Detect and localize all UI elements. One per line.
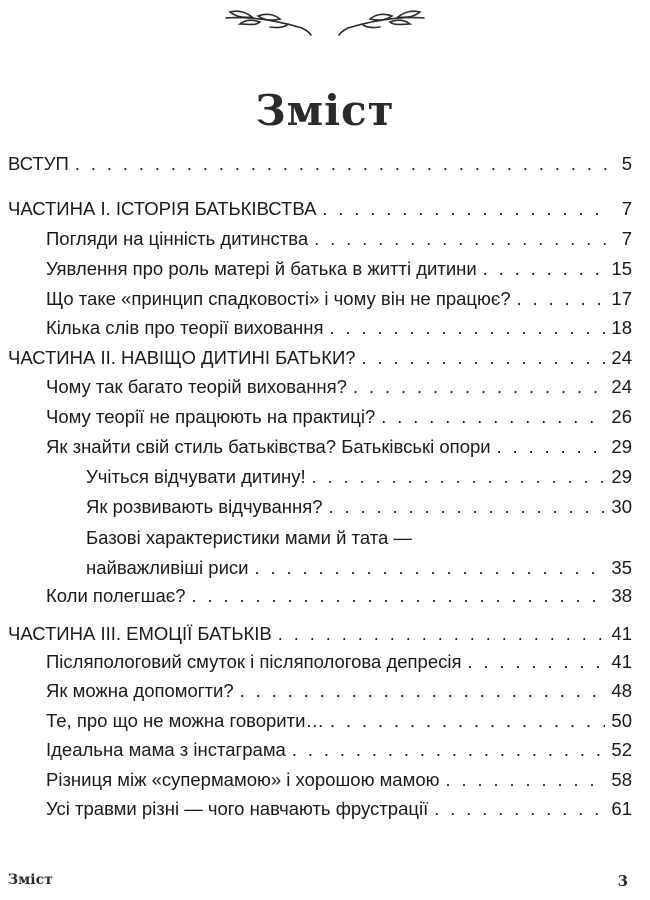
toc-entry-label: Те, про що не можна говорити… (46, 710, 324, 731)
dot-leader (497, 435, 606, 459)
toc-entry[interactable] (46, 375, 632, 399)
dot-leader (517, 287, 606, 311)
toc-entry-page: 30 (611, 496, 632, 517)
toc-entry-label: Учіться відчувати дитину! (86, 466, 306, 487)
toc-entry[interactable] (46, 738, 632, 762)
toc-entry[interactable] (46, 287, 632, 311)
toc-entry-label: Що таке «принцип спадковості» і чому він не працює? (46, 288, 511, 309)
toc-entry[interactable] (46, 257, 632, 281)
toc-entry-label: Погляди на цінність дитинства (46, 228, 309, 249)
toc-entry-page: 18 (611, 317, 632, 338)
toc-entry[interactable] (46, 797, 632, 821)
dot-leader (362, 346, 606, 370)
dot-leader (312, 465, 606, 489)
toc-entry-label: Чому так багато теорій виховання? (46, 376, 347, 397)
toc-entry-label: Усі травми різні — чого навчають фрустрації (46, 798, 429, 819)
toc-entry[interactable] (46, 584, 632, 608)
dot-leader (75, 152, 608, 176)
toc-entry-label: Ідеальна мама з інстаграма (46, 739, 286, 760)
toc-entry[interactable] (46, 405, 632, 429)
toc-entry-label: Базові характеристики мами й тата — (86, 527, 412, 548)
dot-leader (330, 709, 605, 733)
toc-entry-page: 29 (611, 466, 632, 487)
toc-entry-page: 24 (611, 347, 632, 368)
page-number: 3 (617, 872, 628, 890)
toc-entry[interactable] (46, 227, 632, 251)
dot-leader (322, 197, 608, 221)
toc-entry-page: 38 (611, 585, 632, 606)
toc-entry-page: 26 (611, 406, 632, 427)
toc-entry[interactable] (8, 197, 632, 221)
toc-entry-label: Як розвивають відчування? (86, 496, 323, 517)
dot-leader (445, 768, 605, 792)
toc-entry-page: 48 (611, 680, 632, 701)
running-footer-section: Зміст (8, 872, 53, 888)
toc-entry-page: 52 (611, 739, 632, 760)
dot-leader (483, 257, 606, 281)
toc-entry-page: 29 (611, 436, 632, 457)
toc-entry-label: Кілька слів про теорії виховання (46, 317, 324, 338)
toc-entry[interactable] (46, 316, 632, 340)
toc-entry[interactable] (8, 622, 632, 646)
toc-entry-label: ЧАСТИНА ІІ. НАВІЩО ДИТИНІ БАТЬКИ? (8, 347, 356, 368)
toc-entry-page: 5 (621, 153, 632, 174)
leaf-branch-ornament-icon (0, 0, 650, 60)
toc-entry[interactable] (46, 709, 632, 733)
toc-entry-label: Як знайти свій стиль батьківства? Батьківські опори (46, 436, 491, 457)
dot-leader (353, 375, 605, 399)
page-title: Зміст (255, 86, 395, 135)
dot-leader (381, 405, 605, 429)
dot-leader (278, 622, 606, 646)
toc-entry[interactable] (8, 346, 632, 370)
toc-entry-page: 58 (611, 769, 632, 790)
dot-leader (434, 797, 605, 821)
toc-entry-page: 17 (611, 288, 632, 309)
toc-entry[interactable] (46, 768, 632, 792)
toc-entry-label: Коли полегшає? (46, 585, 186, 606)
toc-entry-page: 7 (621, 228, 632, 249)
toc-entry-page: 15 (611, 258, 632, 279)
toc-entry-page: 41 (611, 623, 632, 644)
dot-leader (292, 738, 606, 762)
dot-leader (468, 650, 606, 674)
toc-entry-page: 50 (611, 710, 632, 731)
toc-entry-label: найважливіші риси (86, 557, 249, 578)
toc-entry-label: Уявлення про роль матері й батька в житті дитини (46, 258, 477, 279)
toc-entry[interactable] (86, 465, 632, 489)
toc-entry-page: 35 (611, 557, 632, 578)
dot-leader (192, 584, 606, 608)
toc-entry[interactable] (86, 495, 632, 519)
dot-leader (240, 679, 606, 703)
toc-entry[interactable] (46, 650, 632, 674)
dot-leader (329, 316, 605, 340)
toc-entry-page: 7 (621, 198, 632, 219)
toc-entry-label: ВСТУП (8, 153, 69, 174)
toc-entry[interactable] (86, 556, 632, 580)
toc-entry-label: ЧАСТИНА І. ІСТОРІЯ БАТЬКІВСТВА (8, 198, 317, 219)
toc-entry[interactable] (8, 152, 632, 176)
toc-entry-page: 61 (611, 798, 632, 819)
toc-entry-label: ЧАСТИНА ІІІ. ЕМОЦІЇ БАТЬКІВ (8, 623, 272, 644)
toc-entry-page: 41 (611, 651, 632, 672)
toc-entry-label: Різниця між «супермамою» і хорошою мамою (46, 769, 440, 790)
dot-leader (255, 556, 606, 580)
toc-entry-label: Чому теорії не працюють на практиці? (46, 406, 376, 427)
toc-entry[interactable] (46, 679, 632, 703)
toc-entry-label: Як можна допомогти? (46, 680, 234, 701)
toc-entry-page: 24 (611, 376, 632, 397)
dot-leader (329, 495, 606, 519)
toc-entry-label: Післяпологовий смуток і післяпологова депресія (46, 651, 462, 672)
toc-entry[interactable] (46, 435, 632, 459)
dot-leader (314, 227, 608, 251)
